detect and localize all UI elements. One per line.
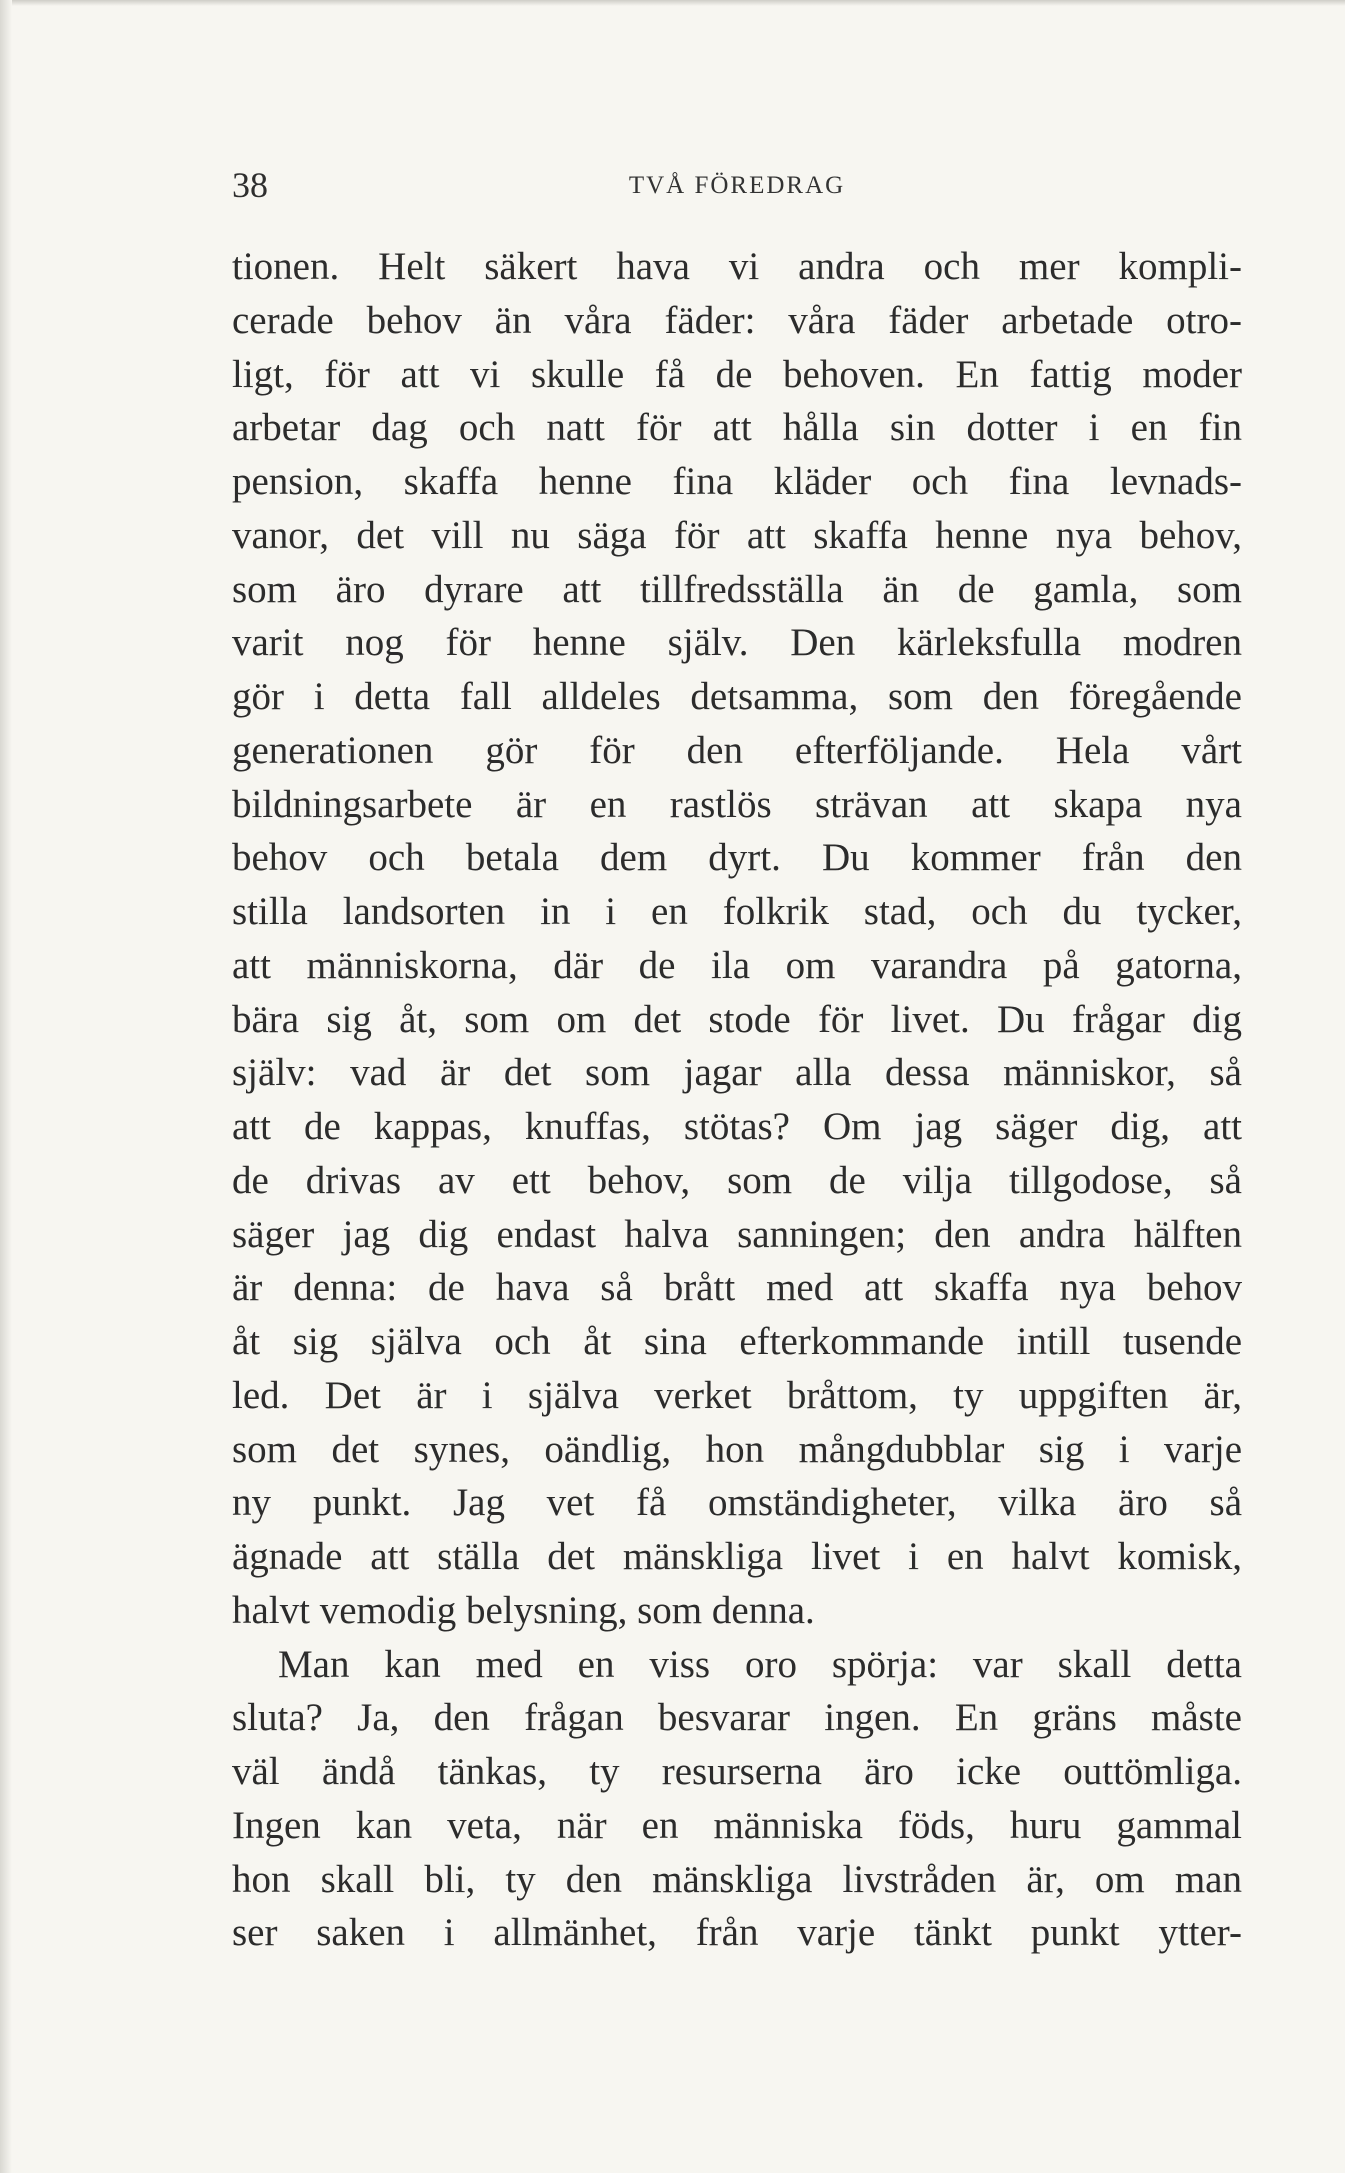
text-line: Ingen kan veta, när en människa föds, huru gammal	[232, 1803, 1242, 1847]
text-line: vanor, det vill nu säga för att skaffa henne nya behov,	[232, 513, 1242, 557]
text-line: varit nog för henne själv. Den kärleksfulla modren	[232, 621, 1242, 665]
body-text	[232, 240, 1242, 1960]
running-title: TVÅ FÖREDRAG	[628, 172, 846, 199]
text-line: är denna: de hava så brått med att skaffa nya behov	[232, 1266, 1242, 1310]
text-line: Man kan med en viss oro spörja: var skall detta	[278, 1642, 1242, 1686]
paragraph-2	[232, 1638, 1242, 1961]
text-line: de drivas av ett behov, som de vilja tillgodose, så	[232, 1158, 1242, 1202]
text-line: bära sig åt, som om det stode för livet. Du frågar dig	[232, 997, 1242, 1041]
page-number: 38	[232, 165, 268, 205]
text-line: åt sig själva och åt sina efterkommande intill tusende	[232, 1320, 1242, 1363]
text-line: ser saken i allmänhet, från varje tänkt punkt ytter-	[232, 1911, 1242, 1955]
text-line: bildningsarbete är en rastlös strävan att skapa nya	[232, 782, 1242, 826]
text-line: stilla landsorten in i en folkrik stad, och du tycker,	[232, 890, 1242, 933]
text-line: ägnade att ställa det mänskliga livet i en halvt komisk,	[232, 1535, 1242, 1578]
text-line: led. Det är i själva verket bråttom, ty uppgiften är,	[232, 1373, 1242, 1417]
text-line: väl ändå tänkas, ty resurserna äro icke outtömliga.	[232, 1750, 1242, 1793]
text-line: behov och betala dem dyrt. Du kommer från den	[232, 836, 1242, 880]
text-line: generationen gör för den efterföljande. Hela vårt	[232, 728, 1242, 772]
text-line: cerade behov än våra fäder: våra fäder arbetade otro-	[232, 298, 1242, 342]
text-line: som äro dyrare att tillfredsställa än de gamla, som	[232, 567, 1242, 611]
page-edge-left	[0, 0, 12, 2173]
page-edge-top	[0, 0, 1345, 6]
text-line: ny punkt. Jag vet få omständigheter, vilka äro så	[232, 1481, 1242, 1525]
text-line: tionen. Helt säkert hava vi andra och mer kompli-	[232, 245, 1242, 288]
text-line: ligt, för att vi skulle få de behoven. En fattig moder	[232, 352, 1242, 396]
text-line: säger jag dig endast halva sanningen; den andra hälften	[232, 1212, 1242, 1256]
running-head	[232, 160, 1242, 210]
text-line: hon skall bli, ty den mänskliga livstråden är, om man	[232, 1857, 1242, 1901]
text-line: att människorna, där de ila om varandra på gatorna,	[232, 943, 1242, 987]
text-line: arbetar dag och natt för att hålla sin dotter i en fin	[232, 406, 1242, 450]
text-line: sluta? Ja, den frågan besvarar ingen. En gräns måste	[232, 1696, 1242, 1740]
text-line: halvt vemodig belysning, som denna.	[232, 1588, 815, 1632]
text-line: som det synes, oändlig, hon mångdubblar sig i varje	[232, 1427, 1242, 1471]
text-line: pension, skaffa henne fina kläder och fina levnads-	[232, 460, 1242, 503]
text-line: gör i detta fall alldeles detsamma, som den föregående	[232, 675, 1242, 718]
paragraph-1	[232, 240, 1242, 1638]
text-line: att de kappas, knuffas, stötas? Om jag säger dig, att	[232, 1105, 1242, 1148]
text-line: själv: vad är det som jagar alla dessa människor, så	[232, 1051, 1242, 1095]
